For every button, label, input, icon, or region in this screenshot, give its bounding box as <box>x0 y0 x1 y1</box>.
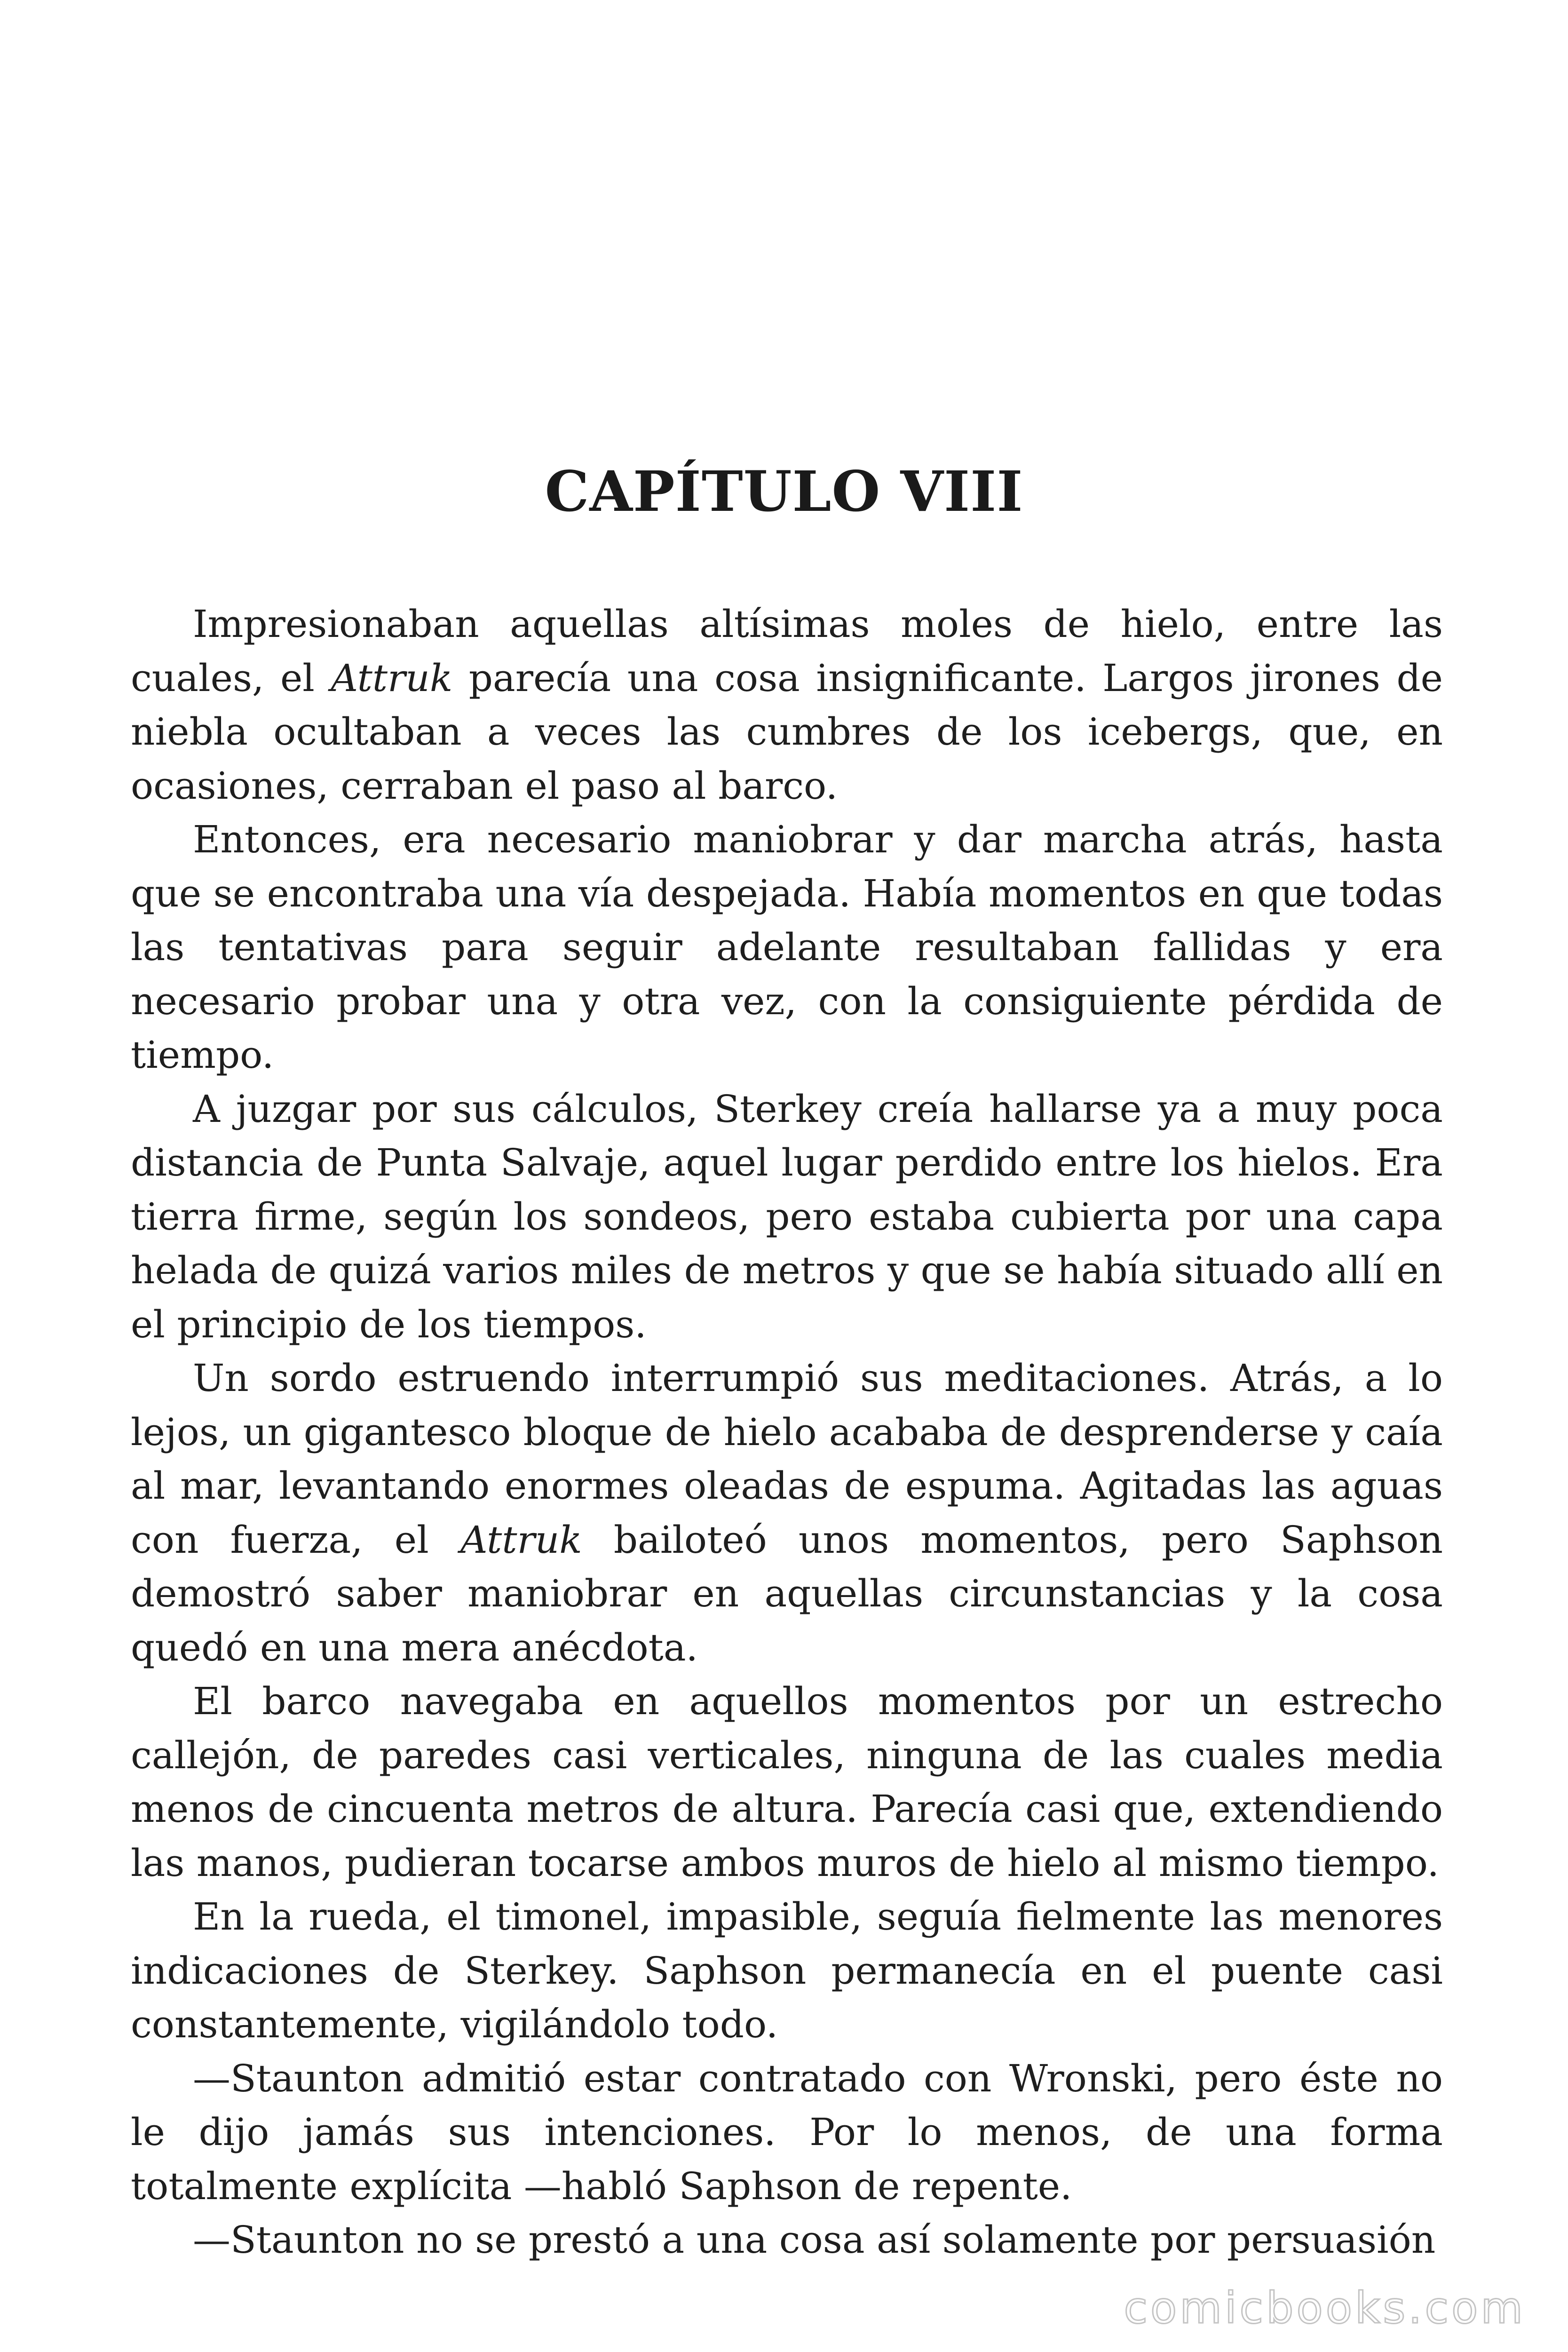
paragraph <box>131 1675 1443 1890</box>
paragraph-text: A juzgar por sus cálculos, Sterkey creía hallarse ya a muy poca distancia de Punta Salvaje, aquel lugar perdido entre los hielos. Era tierra firme, según los sondeos, pero estaba cubierta por una capa helada de quizá varios miles de metros y que se había situado allí en el principio de los tiempos. <box>131 1087 1443 1346</box>
paragraph-text: Un sordo estruendo interrumpió sus meditaciones. Atrás, a lo lejos, un gigantesco bloque de hielo acababa de desprenderse y caía al mar, levantando enormes oleadas de espuma. Agitadas las aguas con fuerza, el <box>131 1356 1443 1562</box>
paragraph-text: Entonces, era necesario maniobrar y dar marcha atrás, hasta que se encontraba una vía despejada. Había momentos en que todas las tentativas para seguir adelante resultaban fallidas y era necesario probar una y otra vez, con la consiguiente pérdida de tiempo. <box>131 818 1443 1077</box>
paragraph-text: parecía una cosa insignificante. Largos jirones de niebla ocultaban a veces las cumbres de los icebergs, que, en ocasiones, cerraban el paso al barco. <box>131 656 1443 808</box>
paragraph <box>131 1890 1443 2052</box>
paragraph-text: bailoteó unos momentos, pero Saphson demostró saber maniobrar en aquellas circunstancias y la cosa quedó en una mera anécdota. <box>131 1518 1443 1669</box>
paragraph <box>131 1351 1443 1675</box>
paragraph-text: —Staunton admitió estar contratado con Wronski, pero éste no le dijo jamás sus intenciones. Por lo menos, de una forma totalmente explícita —habló Saphson de repente. <box>131 2056 1443 2208</box>
site-watermark: comicbooks.com <box>1124 2283 1526 2333</box>
paragraph <box>131 813 1443 1082</box>
chapter-body <box>131 597 1443 2267</box>
paragraph <box>131 1082 1443 1352</box>
paragraph-text: En la rueda, el timonel, impasible, seguía fielmente las menores indicaciones de Sterkey. Saphson permanecía en el puente casi constantemente, vigilándolo todo. <box>131 1895 1443 2046</box>
paragraph-text: —Staunton no se prestó a una cosa así solamente por persuasión <box>193 2218 1436 2262</box>
italic-ship-name: Attruk <box>460 1518 582 1562</box>
paragraph <box>131 597 1443 813</box>
paragraph-text: Impresionaban aquellas altísimas moles de hielo, entre las cuales, el <box>131 602 1443 700</box>
paragraph-text: El barco navegaba en aquellos momentos por un estrecho callejón, de paredes casi verticales, ninguna de las cuales media menos de cincuenta metros de altura. Parecía casi que, extendiendo las manos, pudieran tocarse ambos muros de hielo al mismo tiempo. <box>131 1679 1443 1885</box>
chapter-title: CAPÍTULO VIII <box>545 459 1023 524</box>
italic-ship-name: Attruk <box>331 656 453 700</box>
paragraph <box>131 2213 1443 2267</box>
paragraph <box>131 2052 1443 2214</box>
